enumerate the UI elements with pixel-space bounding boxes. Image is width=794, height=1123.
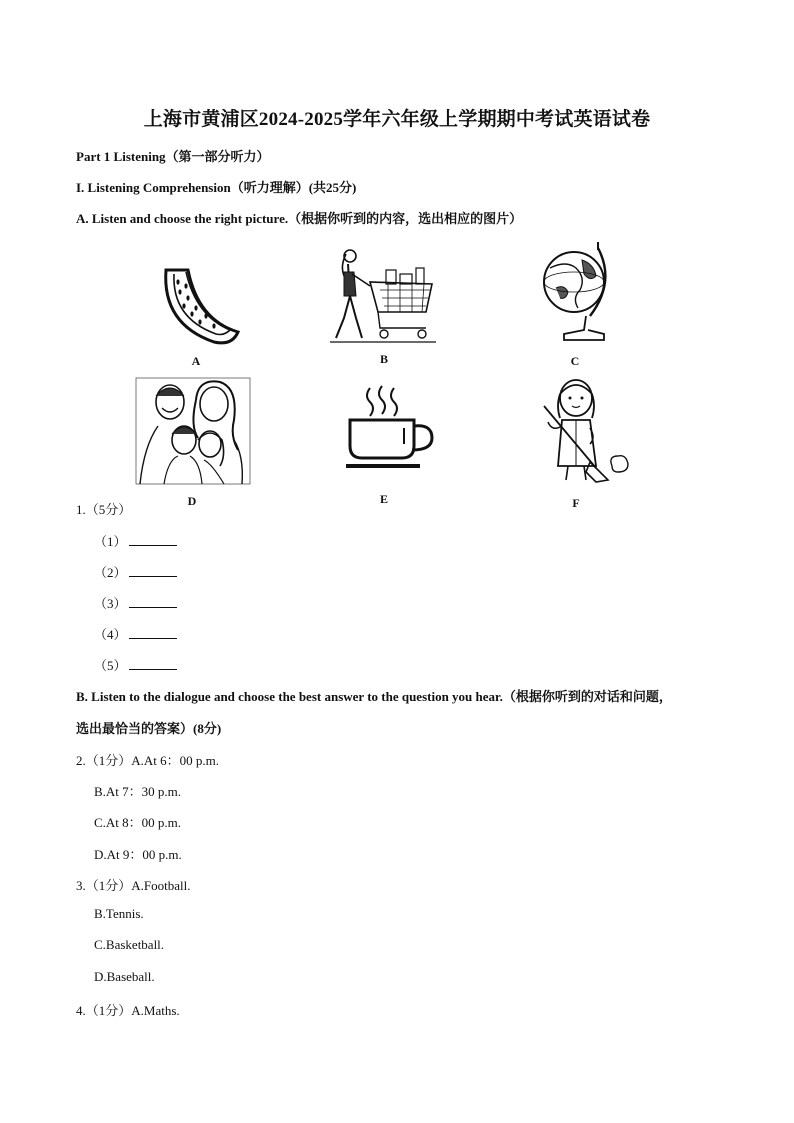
girl-sweeping-icon bbox=[534, 376, 634, 486]
globe-icon bbox=[536, 238, 614, 346]
page-title: 上海市黄浦区2024-2025学年六年级上学期期中考试英语试卷 bbox=[143, 109, 651, 130]
sectionB-heading: B. Listen to the dialogue and choose the best answer to the question you hear.（根据你听到的对话和问题， bbox=[76, 689, 672, 704]
watermelon-icon bbox=[158, 262, 244, 348]
option-line: B.At 7：30 p.m. bbox=[94, 784, 182, 799]
part1-heading: Part 1 Listening（第一部分听力） bbox=[76, 149, 270, 164]
question-1-item: （2） bbox=[94, 562, 177, 581]
question-1-item: （1） bbox=[94, 531, 177, 550]
question-1-item: （3） bbox=[94, 593, 177, 612]
picture-label-d: D bbox=[187, 494, 197, 508]
sectionA-heading: A. Listen and choose the right picture.（根据你听到的内容，选出相应的图片） bbox=[76, 211, 523, 226]
option-line: D.Baseball. bbox=[94, 969, 155, 984]
answer-blank[interactable] bbox=[129, 566, 177, 577]
question-4-stem: 4.（1分）A.Maths. bbox=[76, 1003, 180, 1018]
question-3-stem: 3.（1分）A.Football. bbox=[76, 878, 191, 893]
sectionB-heading-cont: 选出最恰当的答案）(8分) bbox=[76, 721, 222, 736]
picture-label-a: A bbox=[191, 354, 201, 368]
shopping-cart-woman-icon bbox=[326, 246, 440, 346]
section1-heading: I. Listening Comprehension（听力理解）(共25分) bbox=[76, 180, 357, 195]
answer-blank[interactable] bbox=[129, 659, 177, 670]
question-1-item: （4） bbox=[94, 624, 177, 643]
picture-label-f: F bbox=[572, 496, 580, 510]
answer-blank[interactable] bbox=[129, 597, 177, 608]
option-line: D.At 9：00 p.m. bbox=[94, 847, 182, 862]
option-line: B.Tennis. bbox=[94, 906, 144, 921]
question-1-stem: 1.（5分） bbox=[76, 502, 132, 517]
picture-label-e: E bbox=[379, 492, 388, 506]
option-line: C.At 8：00 p.m. bbox=[94, 815, 182, 830]
answer-blank[interactable] bbox=[129, 628, 177, 639]
answer-blank[interactable] bbox=[129, 535, 177, 546]
coffee-cup-icon bbox=[340, 384, 438, 472]
question-1-item: （5） bbox=[94, 655, 177, 674]
family-icon bbox=[134, 376, 252, 486]
option-line: C.Basketball. bbox=[94, 937, 165, 952]
question-2-stem: 2.（1分）A.At 6：00 p.m. bbox=[76, 753, 220, 768]
picture-label-b: B bbox=[379, 352, 388, 366]
picture-label-c: C bbox=[570, 354, 580, 368]
